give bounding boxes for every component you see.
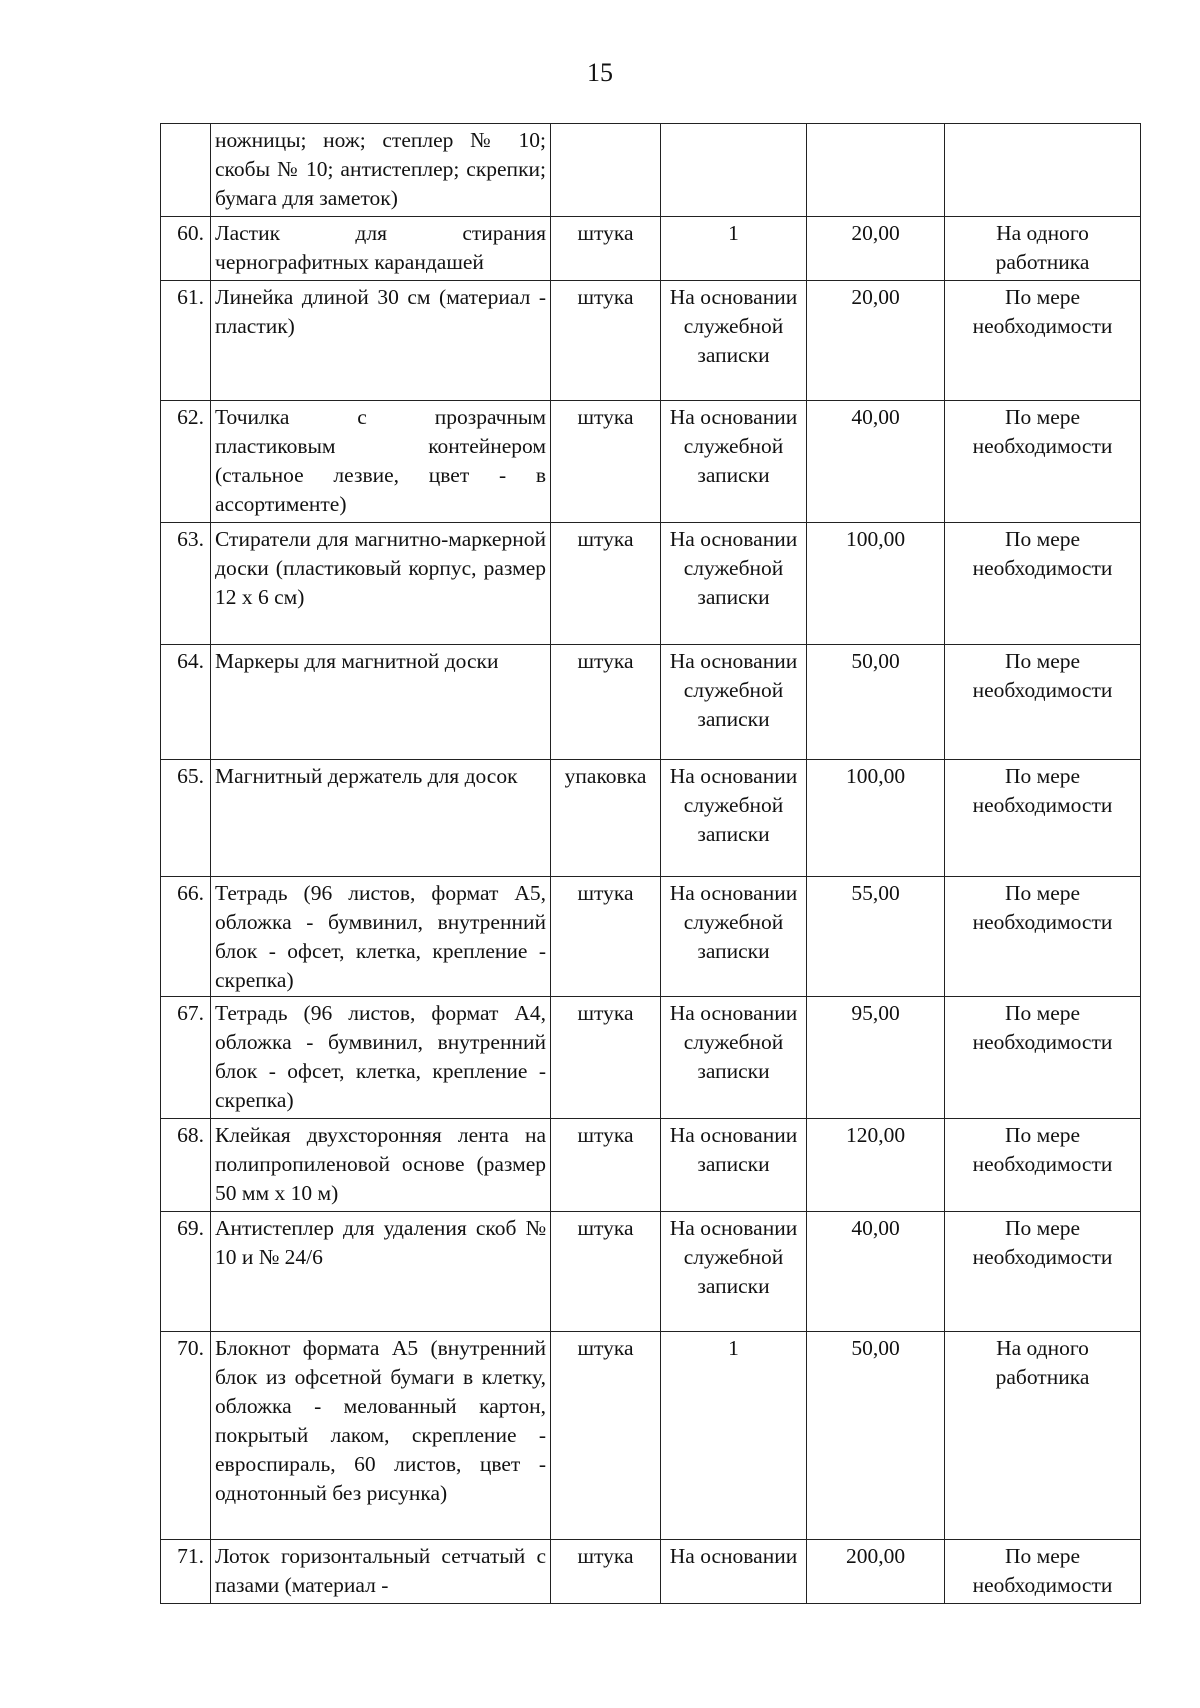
item-quantity	[661, 124, 807, 217]
item-price: 55,00	[807, 877, 945, 997]
row-number: 63.	[161, 523, 211, 645]
table-row	[161, 401, 1141, 523]
row-number: 66.	[161, 877, 211, 997]
item-note: По мере необходимости	[945, 401, 1141, 523]
table-row	[161, 645, 1141, 760]
item-note: По мере необходимости	[945, 877, 1141, 997]
item-quantity: На основании служебной записки	[661, 401, 807, 523]
item-name: Магнитный держатель для досок	[211, 760, 551, 877]
item-price: 40,00	[807, 401, 945, 523]
item-unit: упаковка	[551, 760, 661, 877]
table-row	[161, 124, 1141, 217]
table-row	[161, 760, 1141, 877]
row-number: 68.	[161, 1119, 211, 1212]
item-price: 95,00	[807, 997, 945, 1119]
item-unit: штука	[551, 401, 661, 523]
row-number: 71.	[161, 1540, 211, 1604]
supplies-table	[160, 123, 1141, 1604]
row-number: 60.	[161, 217, 211, 281]
item-name: Антистеплер для удаления скоб № 10 и № 24/6	[211, 1212, 551, 1332]
item-quantity: На основании служебной записки	[661, 877, 807, 997]
item-unit: штука	[551, 997, 661, 1119]
item-price	[807, 124, 945, 217]
table-row	[161, 523, 1141, 645]
table-row	[161, 281, 1141, 401]
supplies-table-body	[161, 124, 1141, 1604]
item-quantity: 1	[661, 1332, 807, 1540]
item-price: 50,00	[807, 1332, 945, 1540]
item-unit: штука	[551, 1119, 661, 1212]
item-note: По мере необходимости	[945, 281, 1141, 401]
item-price: 20,00	[807, 281, 945, 401]
item-unit: штука	[551, 1540, 661, 1604]
item-unit: штука	[551, 281, 661, 401]
item-quantity: На основании служебной записки	[661, 281, 807, 401]
item-name: Блокнот формата А5 (внутренний блок из офсетной бумаги в клетку, обложка - мелованный картон, покрытый лаком, скрепление - евроспираль, 60 листов, цвет - однотонный без рисунка)	[211, 1332, 551, 1540]
item-quantity: На основании служебной записки	[661, 997, 807, 1119]
item-note: По мере необходимости	[945, 1540, 1141, 1604]
item-price: 20,00	[807, 217, 945, 281]
table-row	[161, 217, 1141, 281]
item-name: Линейка длиной 30 см (материал - пластик)	[211, 281, 551, 401]
item-name: Тетрадь (96 листов, формат А5, обложка - бумвинил, внутренний блок - офсет, клетка, крепление - скрепка)	[211, 877, 551, 997]
item-unit	[551, 124, 661, 217]
item-quantity: 1	[661, 217, 807, 281]
item-name: Точилка с прозрачным пластиковым контейнером (стальное лезвие, цвет - в ассортименте)	[211, 401, 551, 523]
item-name: Тетрадь (96 листов, формат А4, обложка - бумвинил, внутренний блок - офсет, клетка, крепление - скрепка)	[211, 997, 551, 1119]
item-quantity: На основании служебной записки	[661, 645, 807, 760]
row-number: 67.	[161, 997, 211, 1119]
item-note: По мере необходимости	[945, 1212, 1141, 1332]
item-note: По мере необходимости	[945, 997, 1141, 1119]
table-row	[161, 1332, 1141, 1540]
item-name: Ластик для стирания чернографитных карандашей	[211, 217, 551, 281]
row-number: 65.	[161, 760, 211, 877]
item-note: На одного работника	[945, 1332, 1141, 1540]
item-name: ножницы; нож; степлер № 10; скобы № 10; антистеплер; скрепки; бумага для заметок)	[211, 124, 551, 217]
item-price: 50,00	[807, 645, 945, 760]
page-number: 15	[587, 58, 613, 87]
item-quantity: На основании служебной записки	[661, 1212, 807, 1332]
table-row	[161, 1212, 1141, 1332]
item-name: Клейкая двухсторонняя лента на полипропиленовой основе (размер 50 мм х 10 м)	[211, 1119, 551, 1212]
row-number	[161, 124, 211, 217]
item-quantity: На основании служебной записки	[661, 523, 807, 645]
item-unit: штука	[551, 645, 661, 760]
row-number: 61.	[161, 281, 211, 401]
row-number: 64.	[161, 645, 211, 760]
row-number: 69.	[161, 1212, 211, 1332]
item-note	[945, 124, 1141, 217]
item-quantity: На основании служебной записки	[661, 760, 807, 877]
item-note: По мере необходимости	[945, 645, 1141, 760]
item-unit: штука	[551, 217, 661, 281]
table-row	[161, 1540, 1141, 1604]
item-name: Лоток горизонтальный сетчатый с пазами (материал -	[211, 1540, 551, 1604]
item-price: 100,00	[807, 760, 945, 877]
item-price: 100,00	[807, 523, 945, 645]
item-name: Маркеры для магнитной доски	[211, 645, 551, 760]
item-price: 200,00	[807, 1540, 945, 1604]
item-unit: штука	[551, 523, 661, 645]
item-quantity: На основании	[661, 1540, 807, 1604]
table-row	[161, 877, 1141, 997]
item-unit: штука	[551, 1212, 661, 1332]
table-row	[161, 997, 1141, 1119]
item-price: 120,00	[807, 1119, 945, 1212]
item-note: По мере необходимости	[945, 523, 1141, 645]
item-unit: штука	[551, 1332, 661, 1540]
item-note: По мере необходимости	[945, 1119, 1141, 1212]
table-row	[161, 1119, 1141, 1212]
item-note: На одного работника	[945, 217, 1141, 281]
row-number: 62.	[161, 401, 211, 523]
item-note: По мере необходимости	[945, 760, 1141, 877]
item-unit: штука	[551, 877, 661, 997]
item-price: 40,00	[807, 1212, 945, 1332]
row-number: 70.	[161, 1332, 211, 1540]
item-quantity: На основании записки	[661, 1119, 807, 1212]
item-name: Стиратели для магнитно-маркерной доски (пластиковый корпус, размер 12 х 6 см)	[211, 523, 551, 645]
